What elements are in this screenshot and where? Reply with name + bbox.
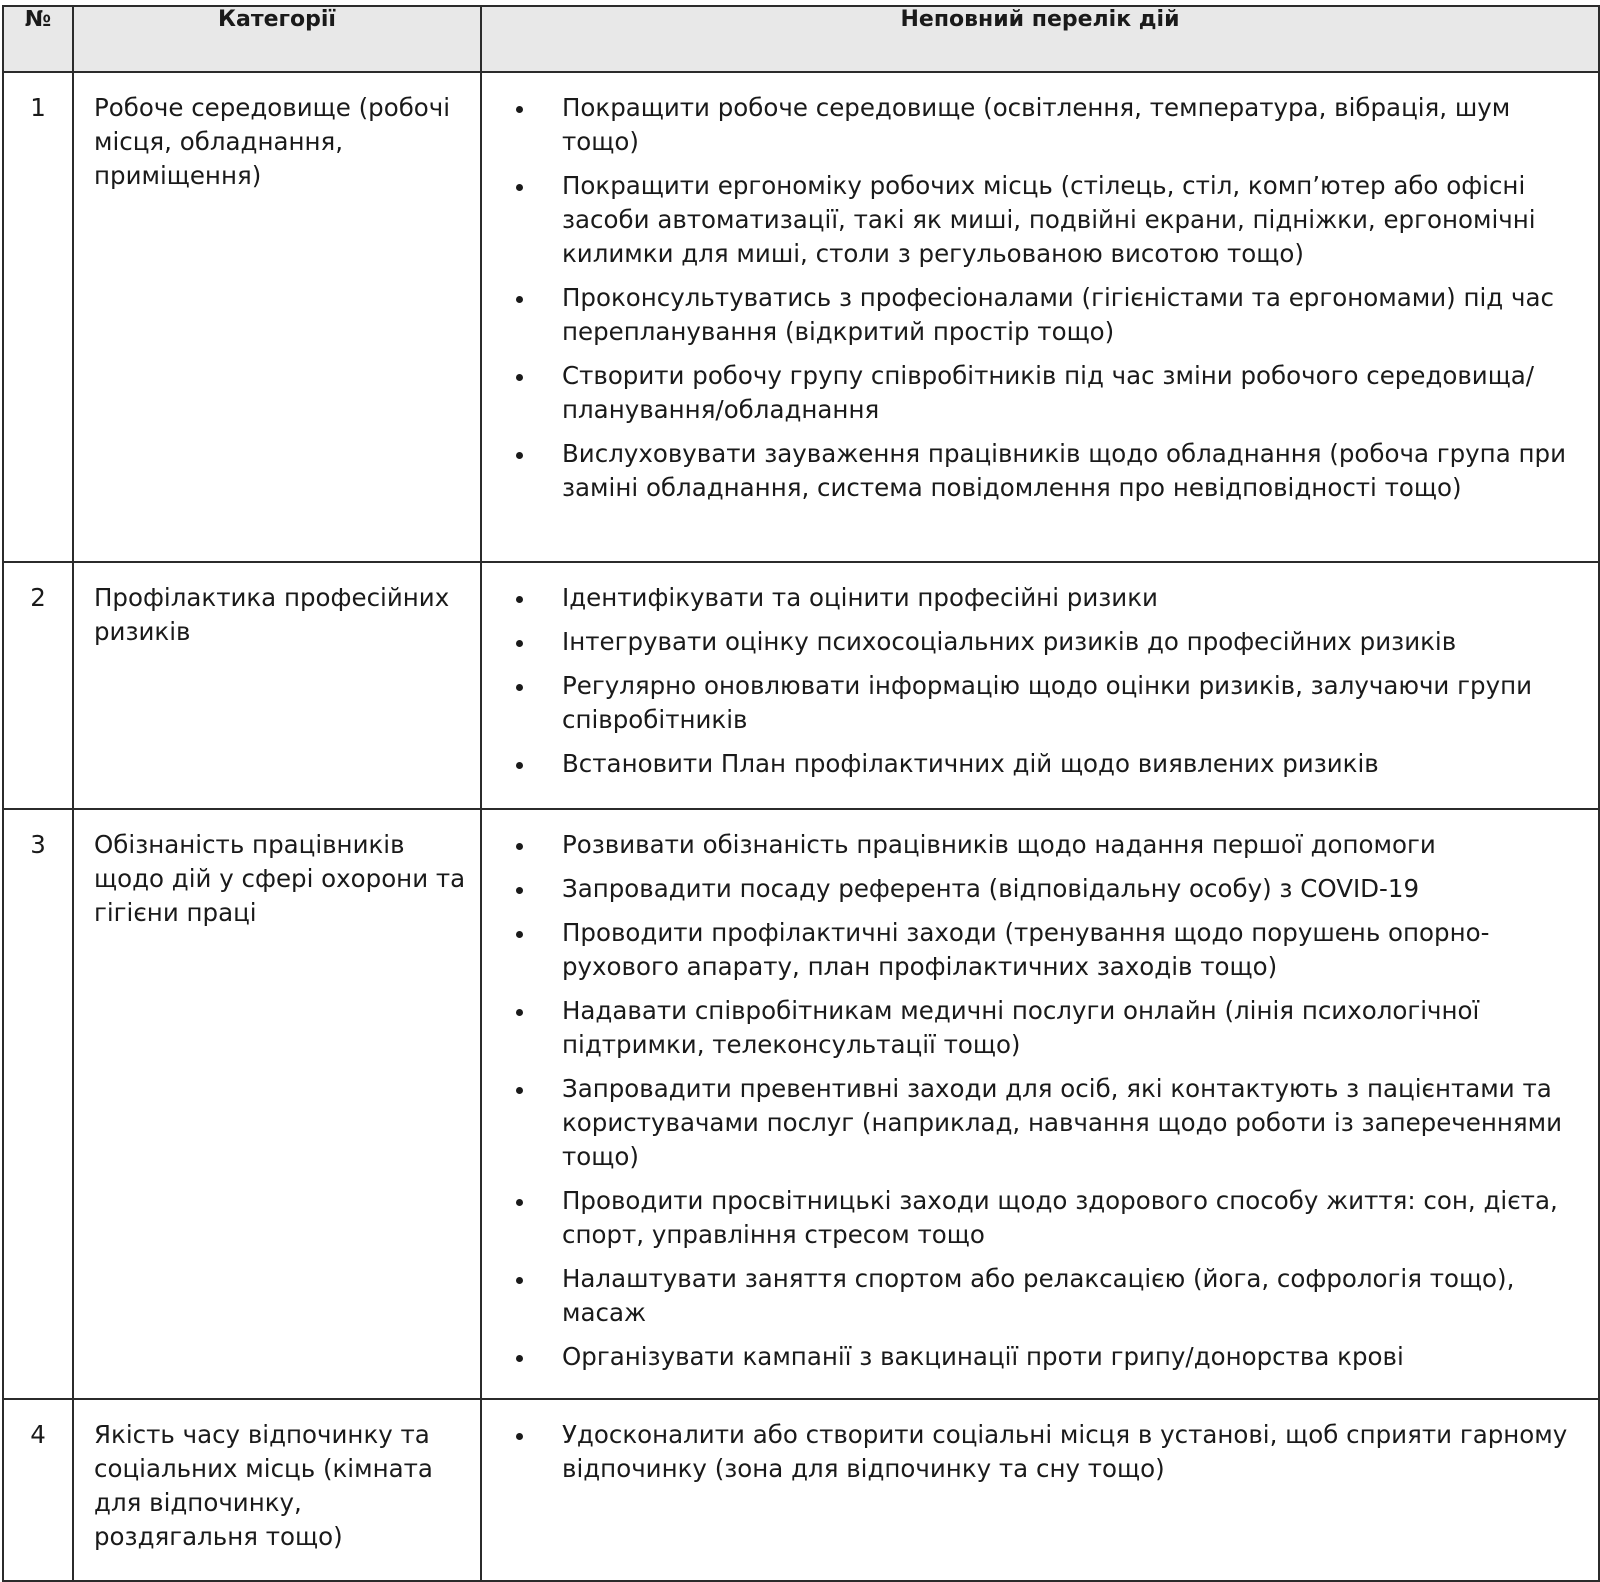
row-actions <box>481 562 1599 809</box>
list-item: Інтегрувати оцінку психосоціальних ризиків до професійних ризиків <box>512 625 1586 659</box>
row-category: Профілактика професійних ризиків <box>73 562 481 809</box>
list-item: Розвивати обізнаність працівників щодо надання першої допомоги <box>512 828 1586 862</box>
list-item: Ідентифікувати та оцінити професійні ризики <box>512 581 1586 615</box>
list-item: Покращити робоче середовище (освітлення, температура, вібрація, шум тощо) <box>512 91 1586 159</box>
row-category: Якість часу відпочинку та соціальних місць (кімната для відпочинку, роздягальня тощо) <box>73 1399 481 1581</box>
list-item: Налаштувати заняття спортом або релаксацією (йога, софрологія тощо), масаж <box>512 1262 1586 1330</box>
list-item: Регулярно оновлювати інформацію щодо оцінки ризиків, залучаючи групи співробітників <box>512 669 1586 737</box>
list-item: Удосконалити або створити соціальні місця в установі, щоб сприяти гарному відпочинку (зона для відпочинку та сну тощо) <box>512 1418 1586 1486</box>
list-item: Встановити План профілактичних дій щодо виявлених ризиків <box>512 747 1586 781</box>
row-number: 3 <box>3 809 73 1399</box>
row-actions <box>481 72 1599 562</box>
list-item: Створити робочу групу співробітників під час зміни робочого середовища/планування/обладнання <box>512 359 1586 427</box>
action-list <box>512 91 1586 505</box>
row-actions <box>481 1399 1599 1581</box>
table-row <box>3 809 1599 1399</box>
row-actions <box>481 809 1599 1399</box>
row-number: 2 <box>3 562 73 809</box>
row-category: Обізнаність працівників щодо дій у сфері охорони та гігієни праці <box>73 809 481 1399</box>
list-item: Вислуховувати зауваження працівників щодо обладнання (робоча група при заміні обладнання, система повідомлення про невідповідності тощо) <box>512 437 1586 505</box>
header-actions: Неповний перелік дій <box>481 6 1599 72</box>
table-row <box>3 72 1599 562</box>
row-category: Робоче середовище (робочі місця, обладнання, приміщення) <box>73 72 481 562</box>
list-item: Надавати співробітникам медичні послуги онлайн (лінія психологічної підтримки, телеконсультації тощо) <box>512 994 1586 1062</box>
list-item: Запровадити посаду референта (відповідальну особу) з COVID-19 <box>512 872 1586 906</box>
header-number: № <box>3 6 73 72</box>
action-list <box>512 828 1586 1374</box>
row-number: 4 <box>3 1399 73 1581</box>
list-item: Проводити просвітницькі заходи щодо здорового способу життя: сон, дієта, спорт, управління стресом тощо <box>512 1184 1586 1252</box>
table-row <box>3 1399 1599 1581</box>
list-item: Проводити профілактичні заходи (тренування щодо порушень опорно-рухового апарату, план профілактичних заходів тощо) <box>512 916 1586 984</box>
list-item: Запровадити превентивні заходи для осіб, які контактують з пацієнтами та користувачами послуг (наприклад, навчання щодо роботи із запереченнями тощо) <box>512 1072 1586 1174</box>
actions-table <box>2 5 1600 1582</box>
list-item: Покращити ергономіку робочих місць (стілець, стіл, комп’ютер або офісні засоби автоматизації, такі як миші, подвійні екрани, підніжки, ергономічні килимки для миші, столи з регульованою висотою тощо) <box>512 169 1586 271</box>
action-list <box>512 1418 1586 1486</box>
table-header <box>3 6 1599 72</box>
header-categories: Категорії <box>73 6 481 72</box>
list-item: Організувати кампанії з вакцинації проти грипу/донорства крові <box>512 1340 1586 1374</box>
table-row <box>3 562 1599 809</box>
list-item: Проконсультуватись з професіоналами (гігієністами та ергономами) під час перепланування (відкритий простір тощо) <box>512 281 1586 349</box>
action-list <box>512 581 1586 781</box>
row-number: 1 <box>3 72 73 562</box>
